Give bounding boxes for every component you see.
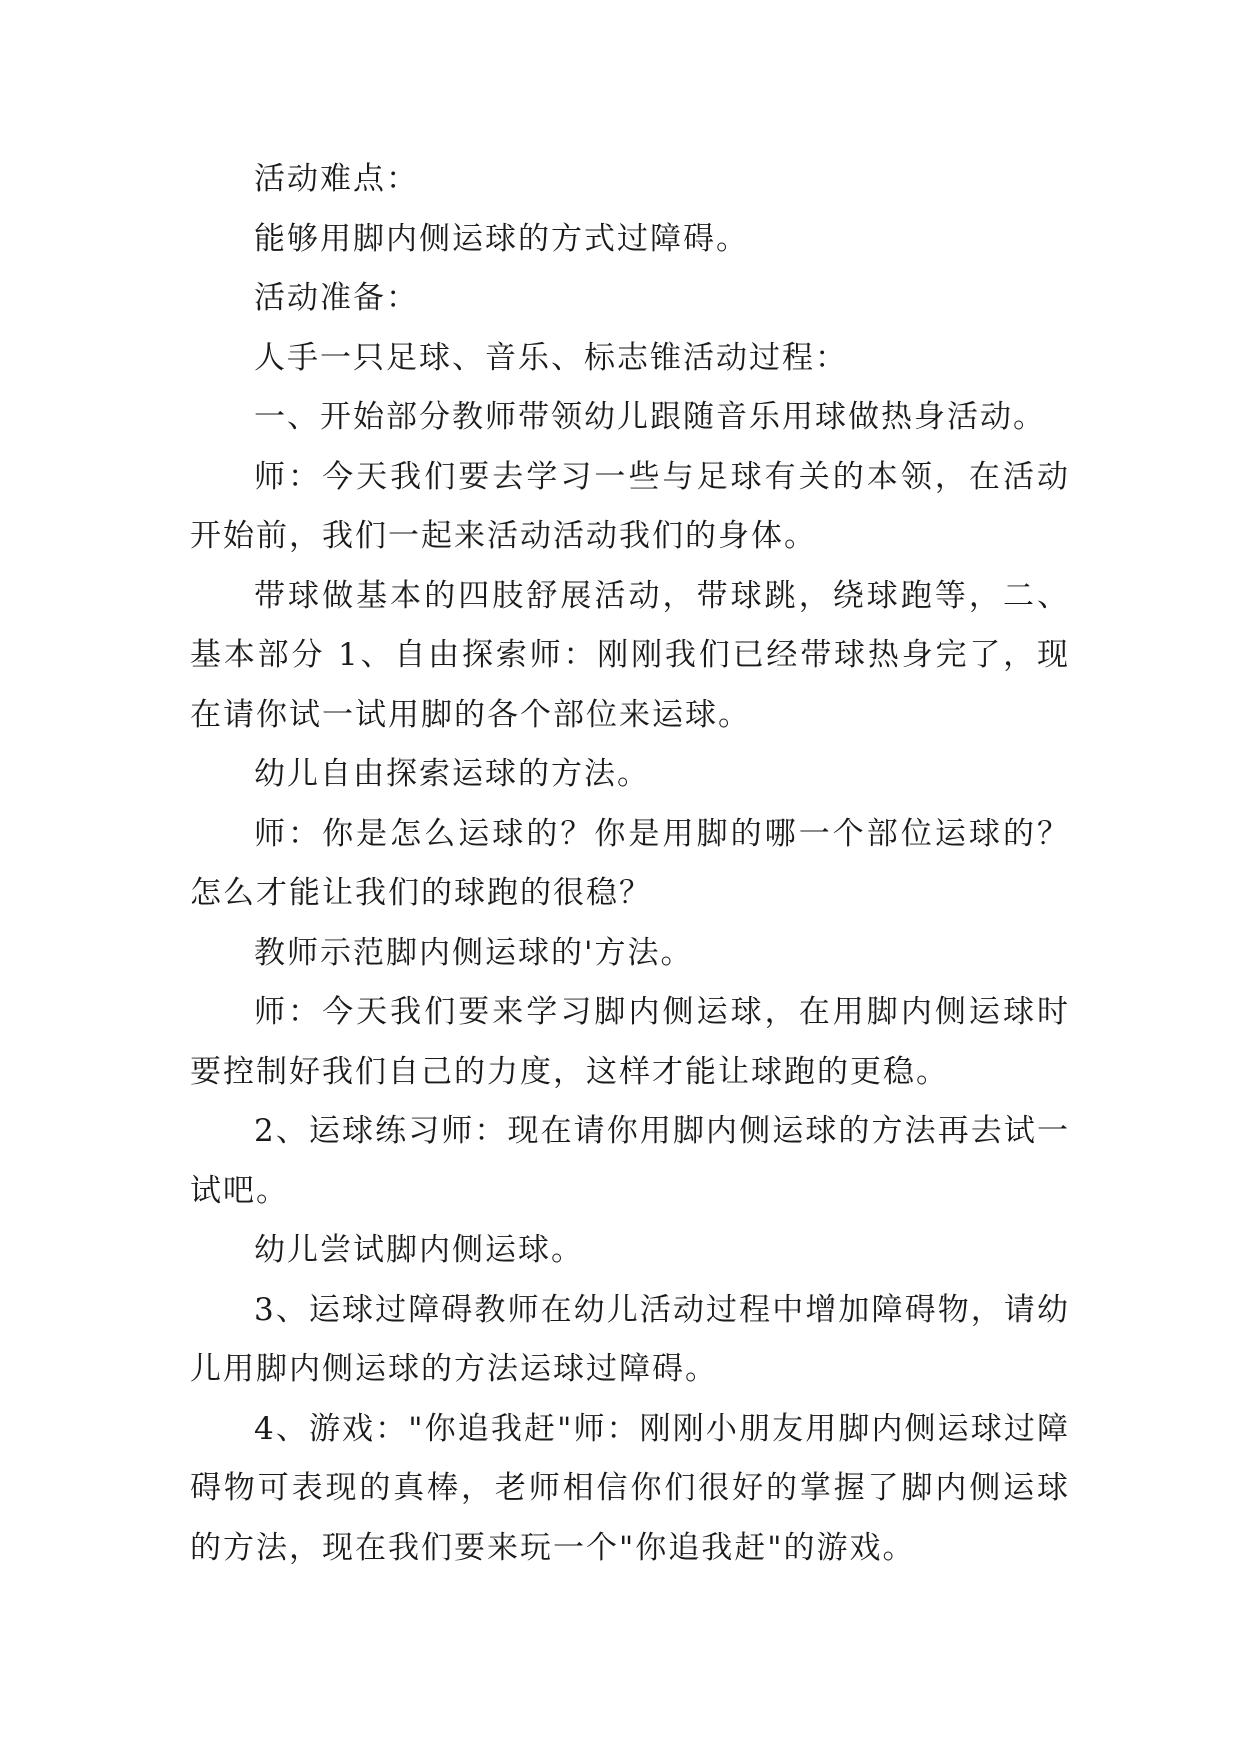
paragraph-warmup-and-explore: 带球做基本的四肢舒展活动，带球跳，绕球跑等，二、基本部分 1、自由探索师：刚刚我们已经带球热身完了，现在请你试一试用脚的各个部位来运球。	[190, 577, 1070, 733]
paragraph-part-one: 一、开始部分教师带领幼儿跟随音乐用球做热身活动。	[254, 399, 1046, 435]
paragraph-practice: 2、运球练习师：现在请你用脚内侧运球的方法再去试一试吧。	[190, 1113, 1070, 1209]
paragraph-teacher-intro: 师：今天我们要去学习一些与足球有关的本领，在活动开始前，我们一起来活动活动我们的身体。	[190, 458, 1070, 554]
paragraph-child-explore: 幼儿自由探索运球的方法。	[254, 756, 650, 792]
paragraph-obstacles: 3、运球过障碍教师在幼儿活动过程中增加障碍物，请幼儿用脚内侧运球的方法运球过障碍。	[190, 1291, 1070, 1387]
paragraph-difficulty-text: 能够用脚内侧运球的方式过障碍。	[254, 220, 749, 257]
paragraph-preparation-heading: 活动准备：	[254, 280, 419, 316]
paragraph-teacher-question: 师：你是怎么运球的？你是用脚的哪一个部位运球的？怎么才能让我们的球跑的很稳？	[190, 815, 1070, 911]
paragraph-child-try: 幼儿尝试脚内侧运球。	[254, 1232, 584, 1268]
paragraph-game: 4、游戏："你追我赶"师：刚刚小朋友用脚内侧运球过障碍物可表现的真棒，老师相信你们很好的掌握了脚内侧运球的方法，现在我们要来玩一个"你追我赶"的游戏。	[190, 1410, 1070, 1566]
paragraph-difficulty-heading: 活动难点：	[254, 161, 419, 197]
document-body	[190, 150, 1070, 1578]
paragraph-preparation-text: 人手一只足球、音乐、标志锥活动过程：	[254, 339, 848, 376]
paragraph-teacher-instruction: 师：今天我们要来学习脚内侧运球，在用脚内侧运球时要控制好我们自己的力度，这样才能让球跑的更稳。	[190, 994, 1070, 1090]
paragraph-teacher-demo: 教师示范脚内侧运球的'方法。	[254, 934, 694, 971]
